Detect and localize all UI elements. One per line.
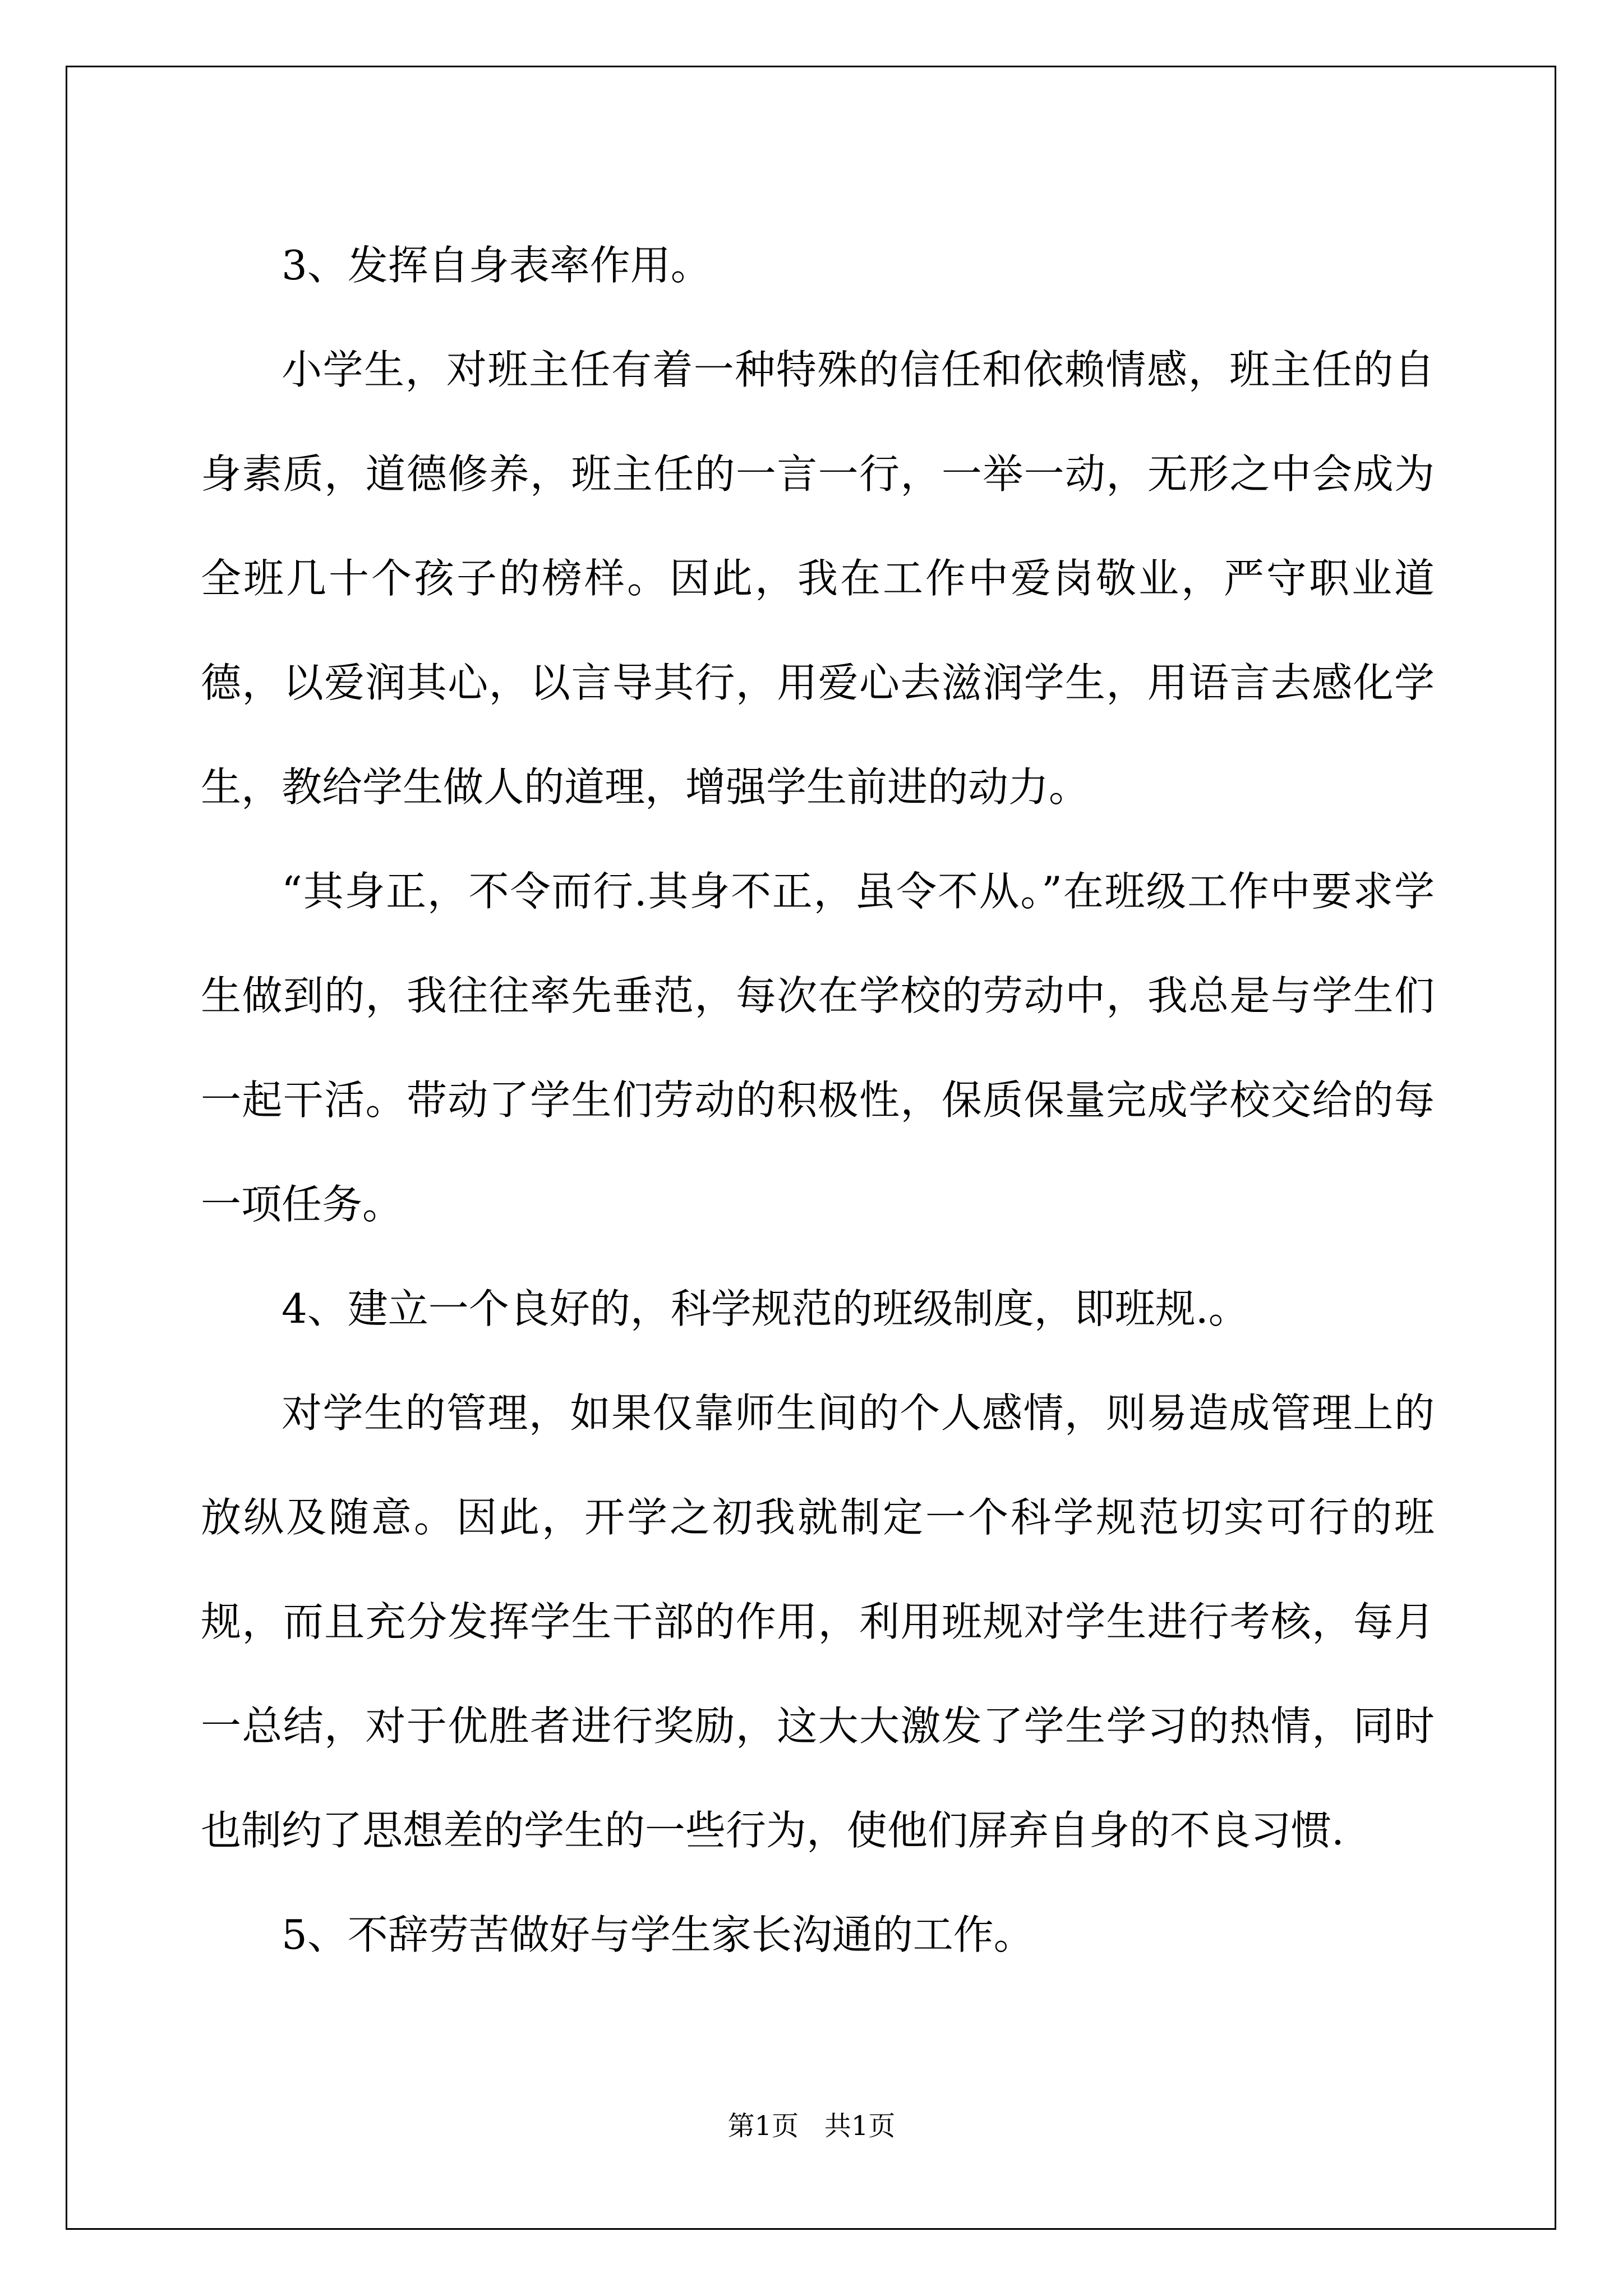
paragraph: 小学生，对班主任有着一种特殊的信任和依赖情感，班主任的自身素质，道德修养，班主任的一言一行，一举一动，无形之中会成为全班几十个孩子的榜样。因此，我在工作中爱岗敬业，严守职业道德，以爱润其心，以言导其行，用爱心去滋润学生，用语言去感化学生，教给学生做人的道理，增强学生前进的动力。 <box>201 346 1435 811</box>
paragraph: “其身正，不令而行.其身不正，虽令不从。”在班级工作中要求学生做到的，我往往率先垂范，每次在学校的劳动中，我总是与学生们一起干活。带动了学生们劳动的积极性，保质保量完成学校交给的每一项任务。 <box>201 868 1435 1228</box>
paragraph: 对学生的管理，如果仅靠师生间的个人感情，则易造成管理上的放纵及随意。因此，开学之初我就制定一个科学规范切实可行的班规，而且充分发挥学生干部的作用，利用班规对学生进行考核，每月一总结，对于优胜者进行奖励，这大大激发了学生学习的热情，同时也制约了思想差的学生的一些行为，使他们屏弃自身的不良习惯. <box>201 1389 1435 1854</box>
page-total: 共1页 <box>824 2110 896 2142</box>
document-body <box>201 213 1435 1987</box>
page-footer <box>0 2109 1623 2143</box>
paragraph-heading-5: 5、不辞劳苦做好与学生家长沟通的工作。 <box>282 1911 1034 1958</box>
paragraph-heading-4: 4、建立一个良好的，科学规范的班级制度，即班规.。 <box>282 1285 1249 1332</box>
paragraph-heading-3: 3、发挥自身表率作用。 <box>282 242 711 289</box>
page-number: 第1页 <box>727 2110 799 2142</box>
